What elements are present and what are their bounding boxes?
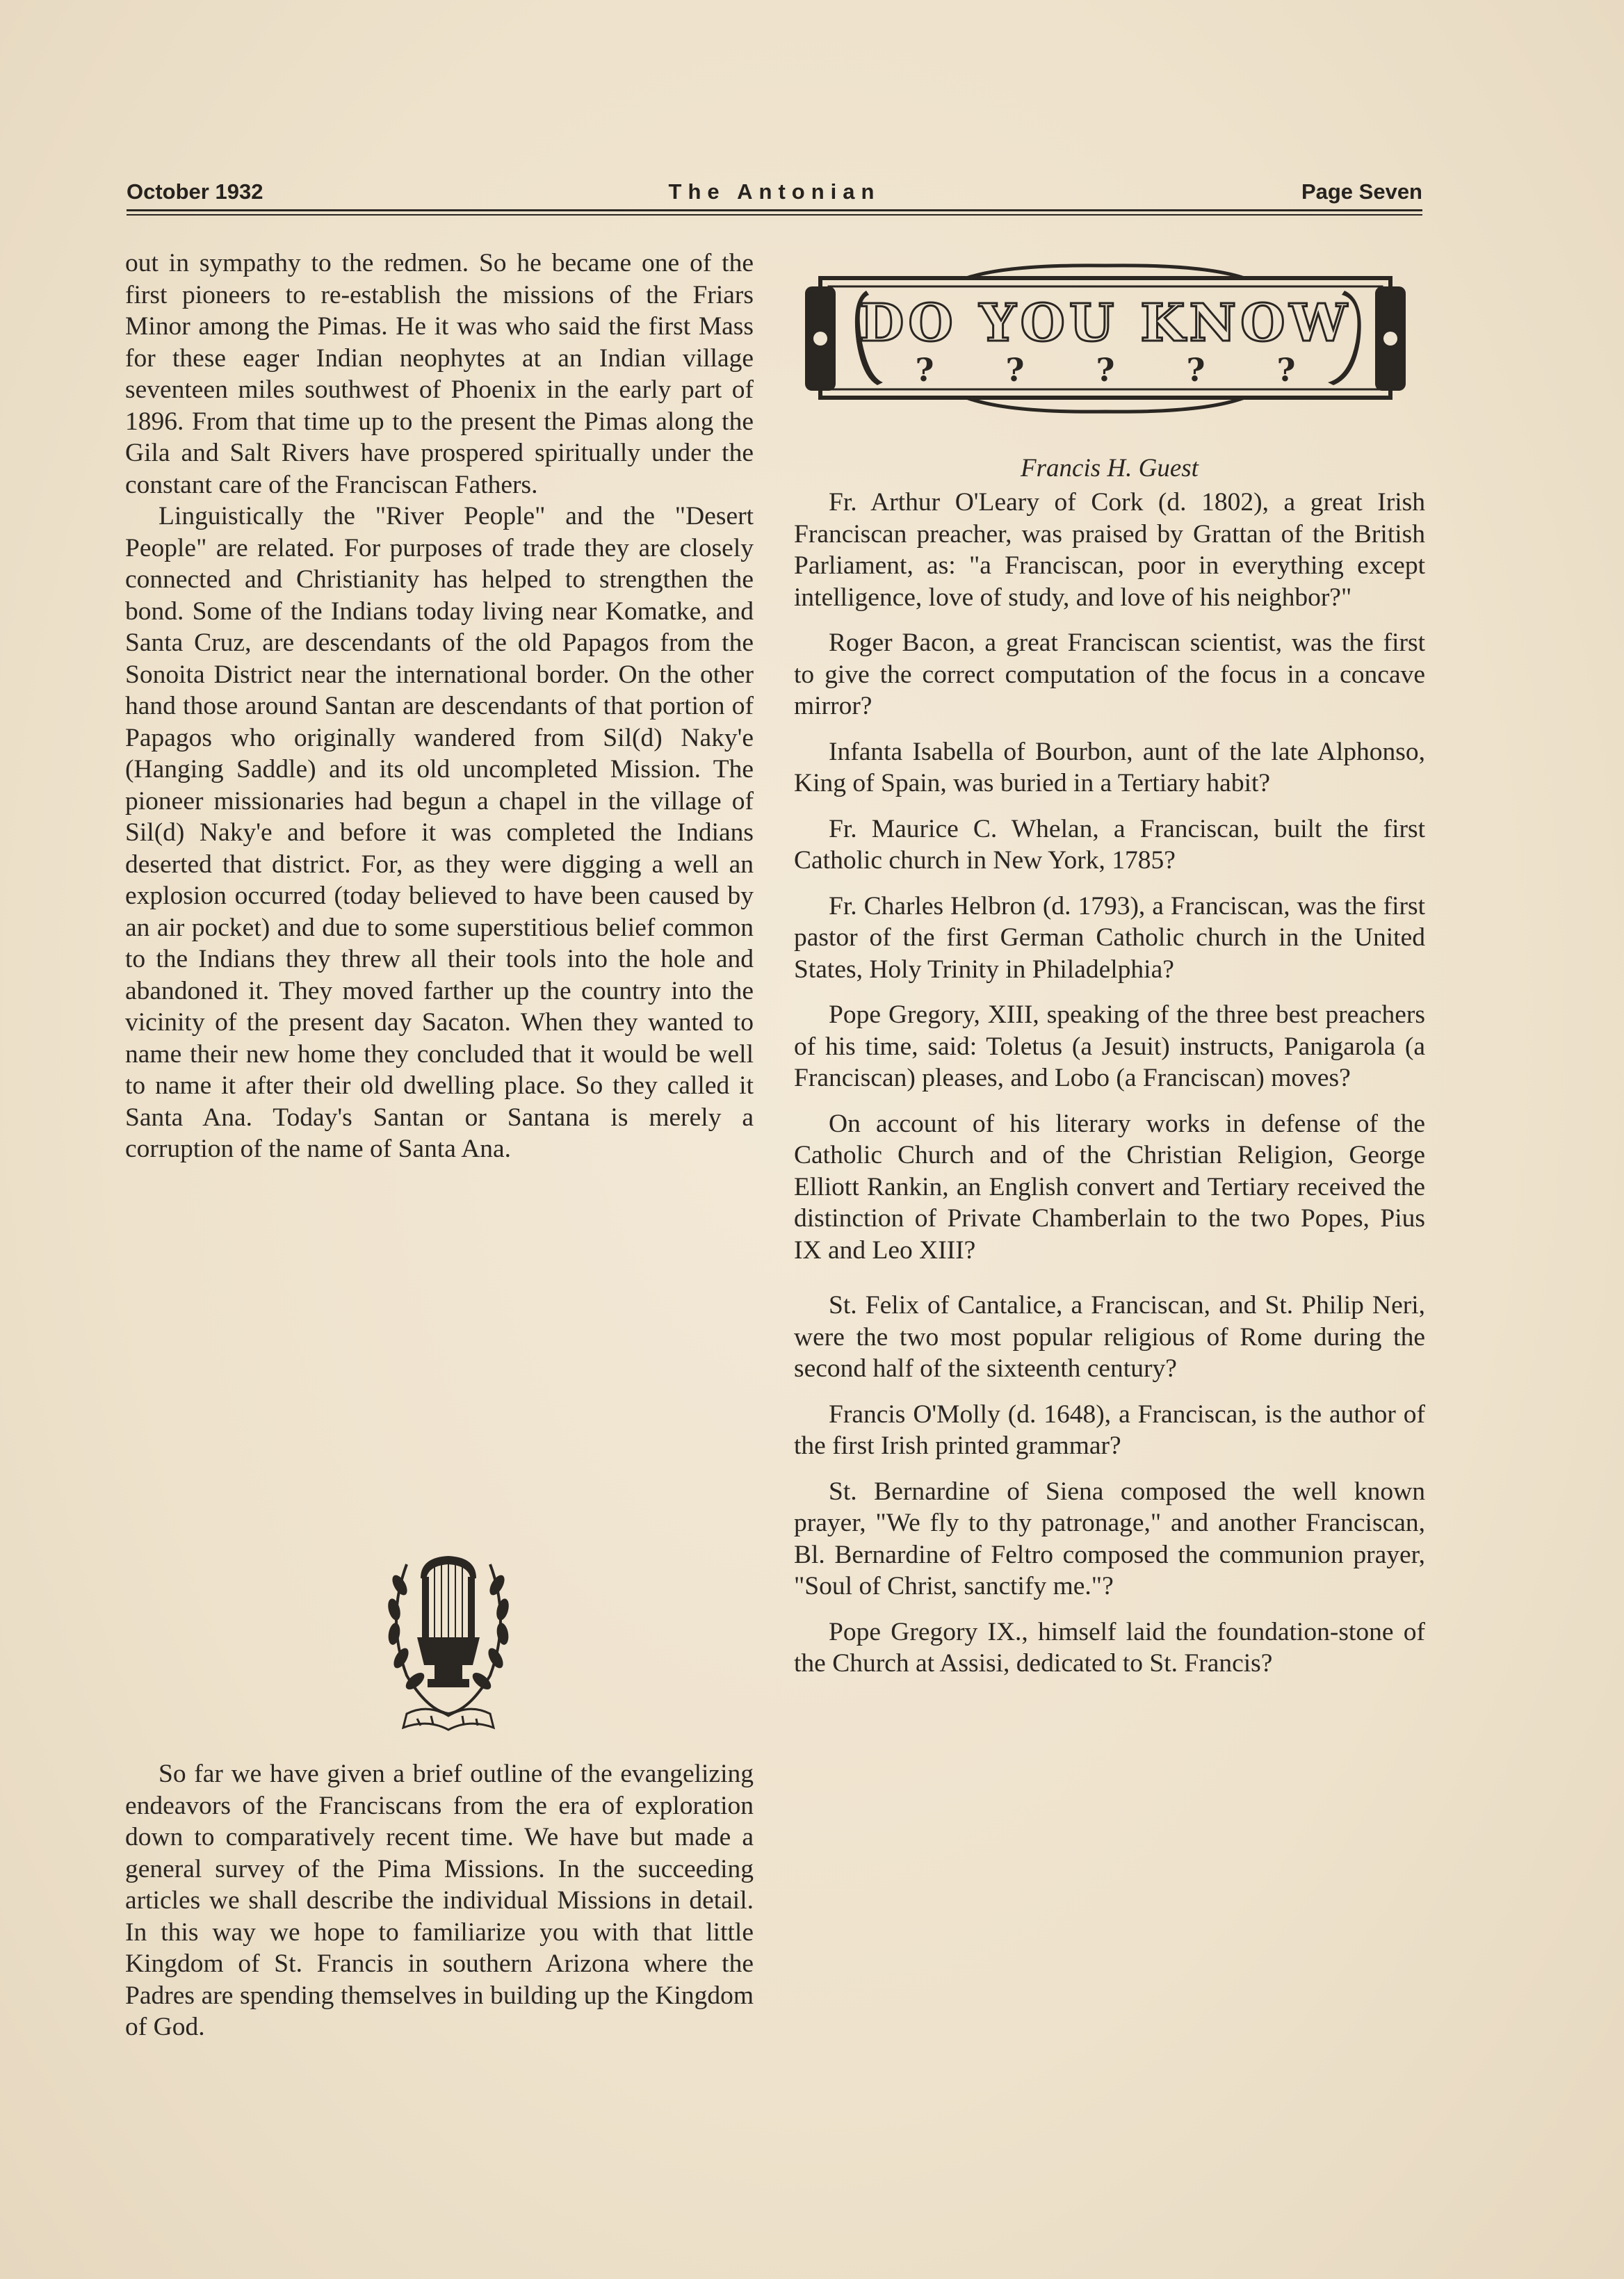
banner-question-mark: ? xyxy=(1186,351,1205,389)
fact-item: On account of his literary works in defense of the Catholic Church and of the Christian Religion, George Elliott Rankin, an English convert and Tertiary received the distinction of Private Chamberlain to the two Popes, Pius IX and Leo XIII? xyxy=(794,1109,1425,1265)
fact-item: Infanta Isabella of Bourbon, aunt of the late Alphonso, King of Spain, was buried in a Tertiary habit? xyxy=(794,737,1425,797)
fact-item: Fr. Charles Helbron (d. 1793), a Franciscan, was the first pastor of the first German Catholic church in the United States, Holy Trinity in Philadelphia? xyxy=(794,891,1425,984)
article-column-left xyxy=(125,248,754,1165)
lyre-wreath-emblem xyxy=(379,1536,518,1745)
banner-title: DO YOU KNOW xyxy=(859,293,1351,353)
fact-item: Pope Gregory IX., himself laid the foundation-stone of the Church at Assisi, dedicated to St. Francis? xyxy=(794,1617,1425,1678)
banner-question-mark: ? xyxy=(1276,351,1296,389)
header-rule-top xyxy=(127,209,1422,211)
publication-name: The Antonian xyxy=(668,179,881,204)
issue-date: October 1932 xyxy=(127,179,263,204)
banner-question-mark: ? xyxy=(1096,351,1115,389)
article-paragraph: out in sympathy to the redmen. So he became one of the first pioneers to re-establish the missions of the Friars Minor among the Pimas. He it was who said the first Mass for these eager Indian neophytes at an Indian village seventeen miles southwest of Phoenix in the early part of 1896. From that time up to the present the Pimas along the Gila and Salt Rivers have prospered spiritually under the constant care of the Franciscan Fathers. xyxy=(125,249,754,499)
banner-question-mark: ? xyxy=(915,351,934,389)
fact-item: Francis O'Molly (d. 1648), a Franciscan, is the author of the first Irish printed grammar? xyxy=(794,1400,1425,1460)
fact-item: Fr. Arthur O'Leary of Cork (d. 1802), a great Irish Franciscan preacher, was praised by Grattan of the British Parliament, as: "a Franciscan, poor in everything except intelligence, love of study, and love of his neighbor?" xyxy=(794,488,1425,612)
running-header xyxy=(127,179,1422,213)
article-paragraph: So far we have given a brief outline of the evangelizing endeavors of the Franciscans from the era of exploration down to comparatively recent time. We have but made a general survey of the Pima Missions. In the succeeding articles we shall describe the individual Missions in detail. In this way we hope to familiarize you with that little Kingdom of St. Francis in southern Arizona where the Padres are spending themselves in building up the Kingdom of God. xyxy=(125,1760,754,2041)
do-you-know-banner xyxy=(799,259,1411,419)
banner-question-mark: ? xyxy=(1005,351,1025,389)
author-byline: Francis H. Guest xyxy=(1021,454,1199,482)
page-number: Page Seven xyxy=(1301,179,1422,204)
do-you-know-column xyxy=(794,487,1425,1694)
fact-item: Roger Bacon, a great Franciscan scientist, was the first to give the correct computation of the focus in a concave mirror? xyxy=(794,628,1425,720)
article-column-left-continued xyxy=(125,1758,754,2043)
fact-item: St. Bernardine of Siena composed the well known prayer, "We fly to thy patronage," and another Franciscan, Bl. Bernardine of Feltro composed the communion prayer, "Soul of Christ, sanctify me."? xyxy=(794,1477,1425,1600)
header-rule-bottom xyxy=(127,214,1422,216)
fact-item: Fr. Maurice C. Whelan, a Franciscan, built the first Catholic church in New York, 1785? xyxy=(794,814,1425,875)
fact-item: St. Felix of Cantalice, a Franciscan, and St. Philip Neri, were the two most popular religious of Rome during the second half of the sixteenth century? xyxy=(794,1291,1425,1383)
article-paragraph: Linguistically the "River People" and the "Desert People" are related. For purposes of trade they are closely connected and Christianity has helped to strengthen the bond. Some of the Indians today living near Komatke, and Santa Cruz, are descendants of the old Papagos from the Sonoita District near the international border. On the other hand those around Santan are descendants of that portion of Papagos who originally wandered from Sil(d) Naky'e (Hanging Saddle) and its old uncompleted Mission. The pioneer missionaries had begun a chapel in the village of Sil(d) Naky'e and before it was completed the Indians deserted that district. For, as they were digging a well an explosion occurred (today believed to have been caused by an air pocket) and due to some superstitious belief common to the Indians they threw all their tools into the hole and abandoned it. They moved farther up the country into the vicinity of the present day Sacaton. When they wanted to name their new home they concluded that it would be well to name it after their old dwelling place. So they called it Santa Ana. Today's Santan or Santana is merely a corruption of the name of Santa Ana. xyxy=(125,502,754,1163)
fact-item: Pope Gregory, XIII, speaking of the three best preachers of his time, said: Toletus (a Jesuit) instructs, Panigarola (a Franciscan) pleases, and Lobo (a Franciscan) moves? xyxy=(794,1000,1425,1092)
